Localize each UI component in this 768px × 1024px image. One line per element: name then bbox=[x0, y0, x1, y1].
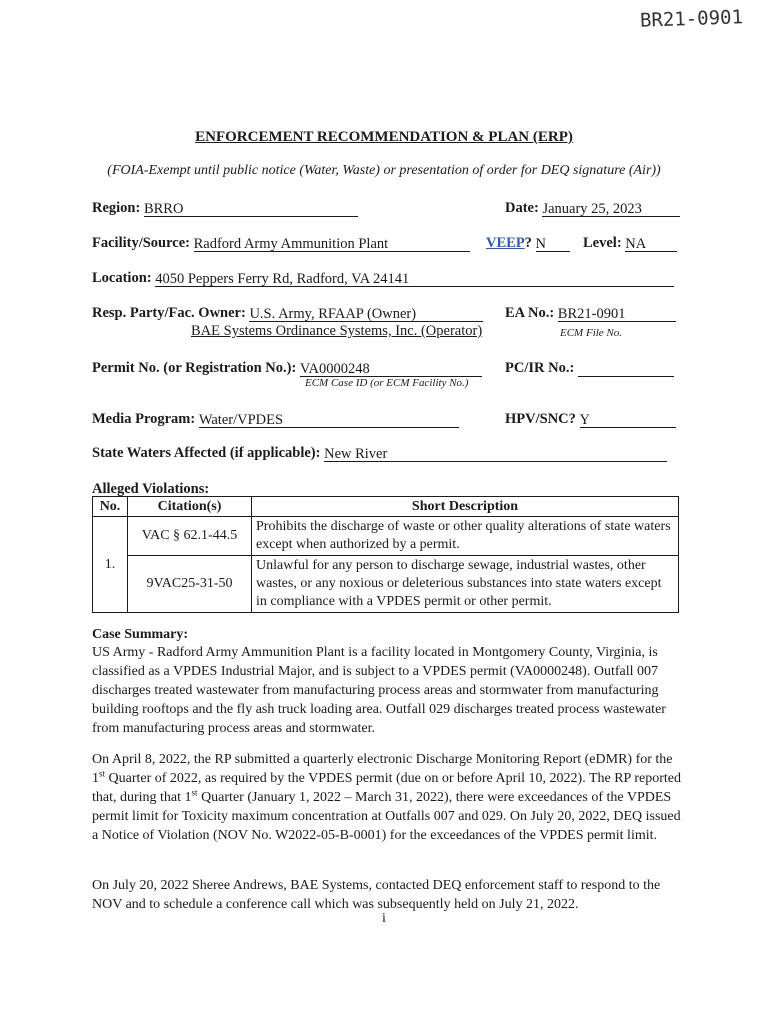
ea-row bbox=[505, 305, 676, 322]
veep-row bbox=[486, 235, 570, 252]
date-label: Date: bbox=[505, 200, 539, 216]
level-row bbox=[583, 235, 677, 252]
hpv-label: HPV/SNC? bbox=[505, 411, 576, 427]
resp-label: Resp. Party/Fac. Owner: bbox=[92, 305, 246, 321]
region-label: Region: bbox=[92, 200, 141, 216]
location-row bbox=[92, 270, 674, 287]
resp-value-2: BAE Systems Ordinance Systems, Inc. (Operator) bbox=[191, 323, 483, 339]
facility-label: Facility/Source: bbox=[92, 235, 190, 251]
paragraph-2-part-a: On April 8, 2022, the RP submitted a quarterly electronic Discharge Monitoring Report (eDMR) for the 1 bbox=[92, 752, 673, 786]
resp-row bbox=[92, 305, 483, 322]
ordinal-superscript: st bbox=[99, 768, 106, 779]
hpv-row bbox=[505, 411, 676, 428]
permit-label: Permit No. (or Registration No.): bbox=[92, 360, 297, 376]
case-summary-paragraph-1: US Army - Radford Army Ammunition Plant is a facility located in Montgomery County, Virginia, is classified as a VPDES Industrial Major, and is subject to a VPDES permit (VA0000248). Outfall 007 discharges treated wastewater from manufacturing process areas and stormwater from manufacturing building rooftops and the fly ash truck loading area. Outfall 029 discharges treated process wastewater from manufacturing process areas and stormwater. bbox=[92, 645, 666, 736]
pcir-label: PC/IR No.: bbox=[505, 360, 575, 376]
pcir-blank bbox=[578, 361, 674, 377]
resp-row-2 bbox=[191, 323, 482, 340]
violation-citation: 9VAC25-31-50 bbox=[128, 556, 252, 613]
location-label: Location: bbox=[92, 270, 152, 286]
case-summary-heading-row bbox=[92, 625, 682, 644]
ordinal-superscript: st bbox=[191, 787, 198, 798]
table-header-row bbox=[93, 497, 679, 517]
location-value: 4050 Peppers Ferry Rd, Radford, VA 24141 bbox=[155, 271, 410, 287]
level-value: NA bbox=[625, 236, 647, 252]
violations-table bbox=[92, 496, 679, 613]
media-row bbox=[92, 411, 459, 428]
header-citation: Citation(s) bbox=[128, 497, 252, 517]
header-no: No. bbox=[93, 497, 128, 517]
facility-value: Radford Army Ammunition Plant bbox=[193, 236, 389, 252]
hpv-value: Y bbox=[579, 412, 591, 428]
violation-number: 1. bbox=[93, 517, 128, 613]
veep-value: N bbox=[535, 236, 547, 252]
permit-note: ECM Case ID (or ECM Facility No.) bbox=[305, 377, 469, 389]
violation-citation: VAC § 62.1-44.5 bbox=[128, 517, 252, 556]
ea-label: EA No.: bbox=[505, 305, 555, 321]
case-summary-heading: Case Summary: bbox=[92, 627, 189, 642]
case-summary-paragraph-2 bbox=[92, 750, 682, 845]
waters-value: New River bbox=[324, 446, 388, 462]
document-subtitle: (FOIA-Exempt until public notice (Water, Waste) or presentation of order for DEQ signature (Air)) bbox=[107, 163, 661, 178]
violations-heading: Alleged Violations: bbox=[92, 481, 210, 497]
permit-value: VA0000248 bbox=[299, 361, 370, 377]
ea-value: BR21-0901 bbox=[557, 306, 626, 322]
paragraph-2-part-b: Quarter of 2022, as required by the VPDES permit (due on or before April 10, 2022). The RP reported that, during that 1 bbox=[92, 771, 681, 805]
document-title: ENFORCEMENT RECOMMENDATION & PLAN (ERP) bbox=[195, 129, 573, 145]
pcir-row bbox=[505, 360, 674, 377]
media-label: Media Program: bbox=[92, 411, 196, 427]
level-label: Level: bbox=[583, 235, 622, 251]
veep-link[interactable]: VEEP bbox=[486, 235, 525, 251]
region-row bbox=[92, 200, 358, 217]
header-description: Short Description bbox=[252, 497, 679, 517]
veep-question: ? bbox=[524, 235, 532, 251]
resp-value-1: U.S. Army, RFAAP (Owner) bbox=[249, 306, 417, 322]
region-value: BRRO bbox=[143, 201, 184, 217]
page-number: i bbox=[382, 911, 386, 926]
case-summary-paragraph-3: On July 20, 2022 Sheree Andrews, BAE Systems, contacted DEQ enforcement staff to respond to the NOV and to schedule a conference call which was subsequently held on July 21, 2022. bbox=[92, 878, 661, 912]
table-row bbox=[93, 556, 679, 613]
handwritten-reference: BR21-0901 bbox=[639, 6, 744, 32]
violation-description: Prohibits the discharge of waste or other quality alterations of state waters except when authorized by a permit. bbox=[252, 517, 679, 556]
date-row bbox=[505, 200, 680, 217]
waters-label: State Waters Affected (if applicable): bbox=[92, 445, 321, 461]
date-value: January 25, 2023 bbox=[542, 201, 642, 217]
table-row bbox=[93, 517, 679, 556]
ea-note: ECM File No. bbox=[560, 327, 623, 339]
violation-description: Unlawful for any person to discharge sewage, industrial wastes, other wastes, or any noxious or deleterious substances into state waters except in compliance with a VPDES permit or other permit. bbox=[252, 556, 679, 613]
media-value: Water/VPDES bbox=[198, 412, 284, 428]
facility-row bbox=[92, 235, 470, 252]
waters-row bbox=[92, 445, 667, 462]
paragraph-2-part-c: Quarter (January 1, 2022 – March 31, 2022), there were exceedances of the VPDES permit limit for Toxicity maximum concentration at Outfalls 007 and 029. On July 20, 2022, DEQ issued a Notice of Violation (NOV No. W2022-05-B-0001) for the exceedances of the VPDES permit limit. bbox=[92, 790, 681, 843]
permit-row bbox=[92, 360, 482, 377]
